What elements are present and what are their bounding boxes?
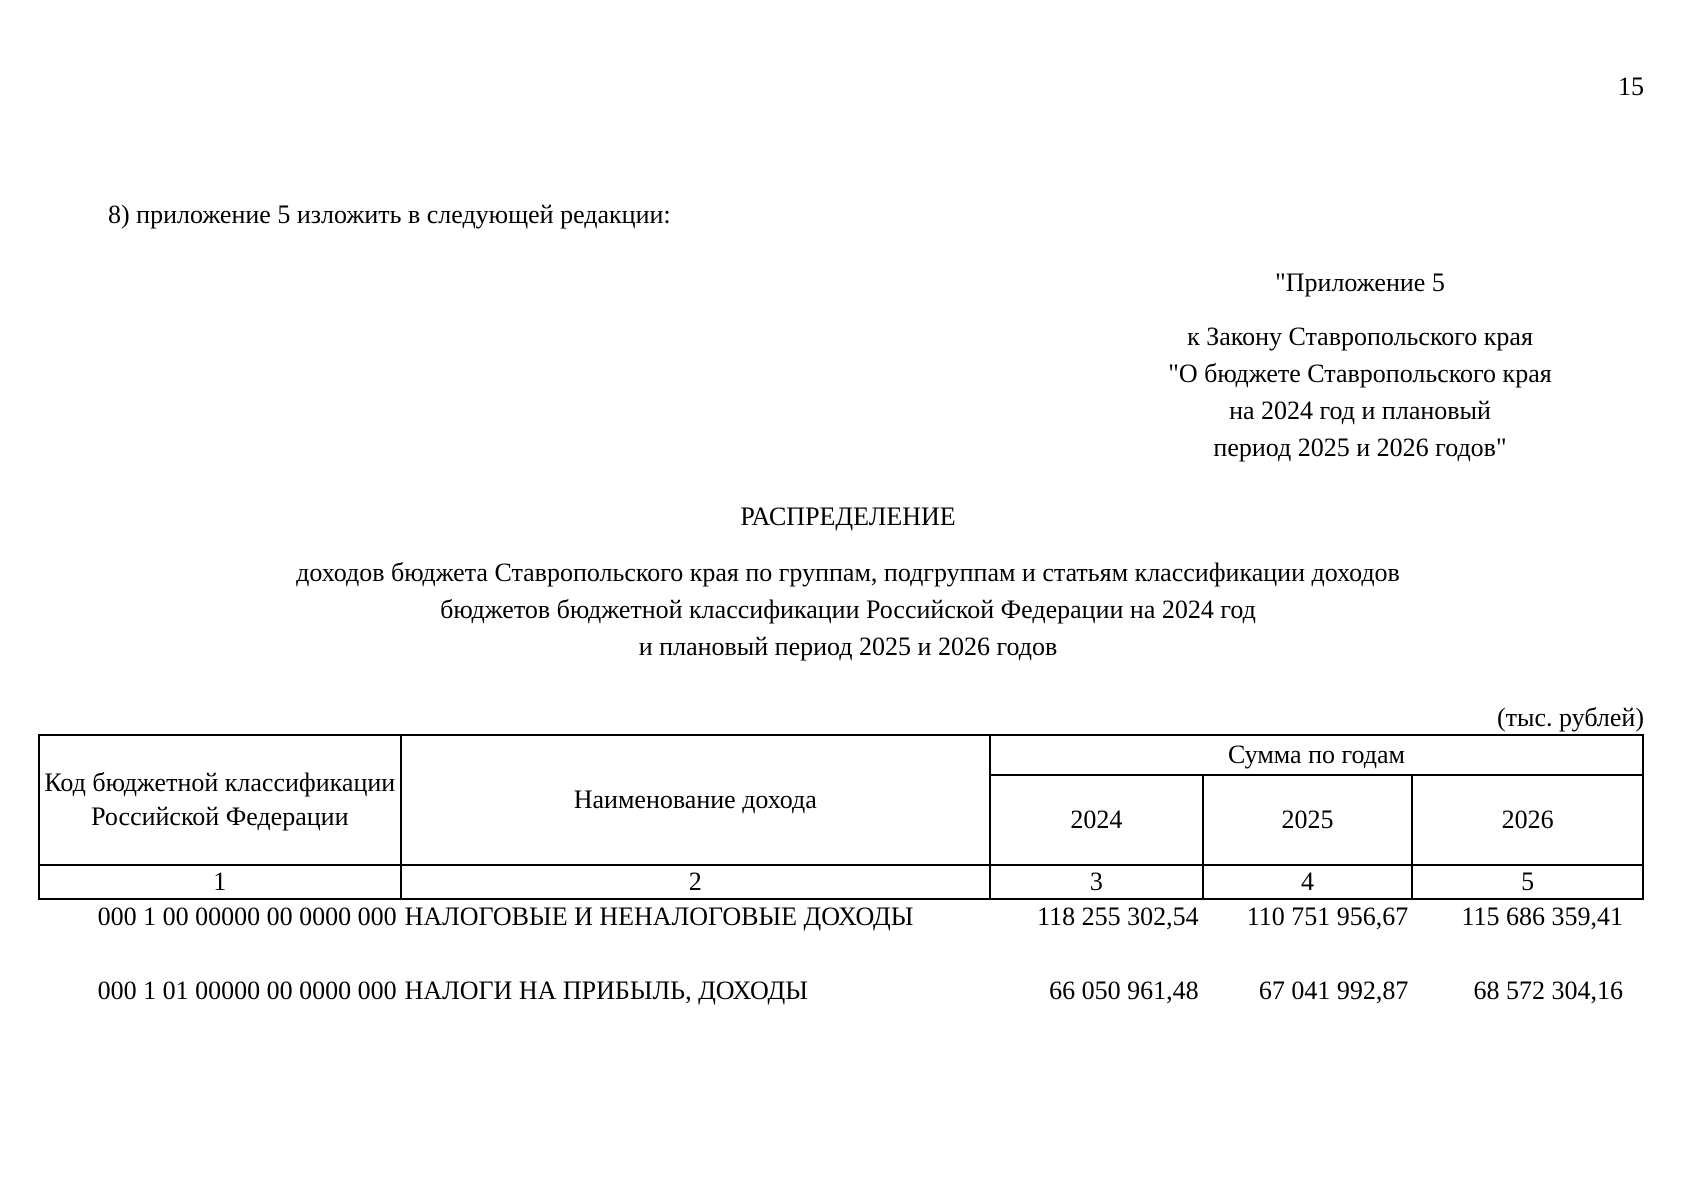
row-amount-2025: 67 041 992,87 [1258, 976, 1409, 1005]
row-amount-2024: 118 255 302,54 [1037, 902, 1199, 931]
subheading-line: и плановый период 2025 и 2026 годов [638, 632, 1058, 661]
header-year-2025: 2025 [1203, 775, 1413, 865]
header-name: Наименование дохода [401, 735, 990, 865]
row-amount-2026: 115 686 359,41 [1461, 902, 1623, 931]
units-label: (тыс. рублей) [1496, 703, 1644, 732]
row-amount-2025: 110 751 956,67 [1246, 902, 1409, 931]
table-row [39, 899, 1643, 974]
column-number: 3 [990, 865, 1203, 899]
document-heading: РАСПРЕДЕЛЕНИЕ [740, 502, 956, 531]
header-year-2026: 2026 [1412, 775, 1643, 865]
appendix-reference [1140, 318, 1580, 466]
row-code: 000 1 00 00000 00 0000 000 [97, 902, 397, 931]
row-name: НАЛОГИ НА ПРИБЫЛЬ, ДОХОДЫ [404, 976, 808, 1005]
appendix-line: на 2024 год и плановый [1229, 396, 1491, 425]
appendix-line: к Закону Ставропольского края [1187, 322, 1533, 351]
appendix-line: период 2025 и 2026 годов" [1213, 433, 1507, 462]
income-table [38, 734, 1644, 1048]
column-number: 1 [39, 865, 401, 899]
table-row [39, 974, 1643, 1048]
row-amount-2026: 68 572 304,16 [1473, 976, 1623, 1005]
subheading-line: бюджетов бюджетной классификации Российской Федерации на 2024 год [440, 595, 1256, 624]
document-subheading [0, 554, 1696, 665]
column-number: 4 [1203, 865, 1413, 899]
page-number: 15 [1618, 72, 1644, 101]
header-sum-by-years: Сумма по годам [990, 735, 1643, 775]
subheading-line: доходов бюджета Ставропольского края по группам, подгруппам и статьям классификации доходов [296, 558, 1400, 587]
column-number: 2 [401, 865, 990, 899]
header-code: Код бюджетной классификации Российской Федерации [39, 735, 401, 865]
appendix-title: "Приложение 5 [1275, 268, 1445, 297]
row-amount-2024: 66 050 961,48 [1049, 976, 1199, 1005]
row-code: 000 1 01 00000 00 0000 000 [97, 976, 397, 1005]
column-number: 5 [1412, 865, 1643, 899]
row-name: НАЛОГОВЫЕ И НЕНАЛОГОВЫЕ ДОХОДЫ [404, 902, 914, 931]
header-year-2024: 2024 [990, 775, 1203, 865]
appendix-line: "О бюджете Ставропольского края [1168, 359, 1552, 388]
intro-text: 8) приложение 5 изложить в следующей редакции: [108, 200, 671, 229]
